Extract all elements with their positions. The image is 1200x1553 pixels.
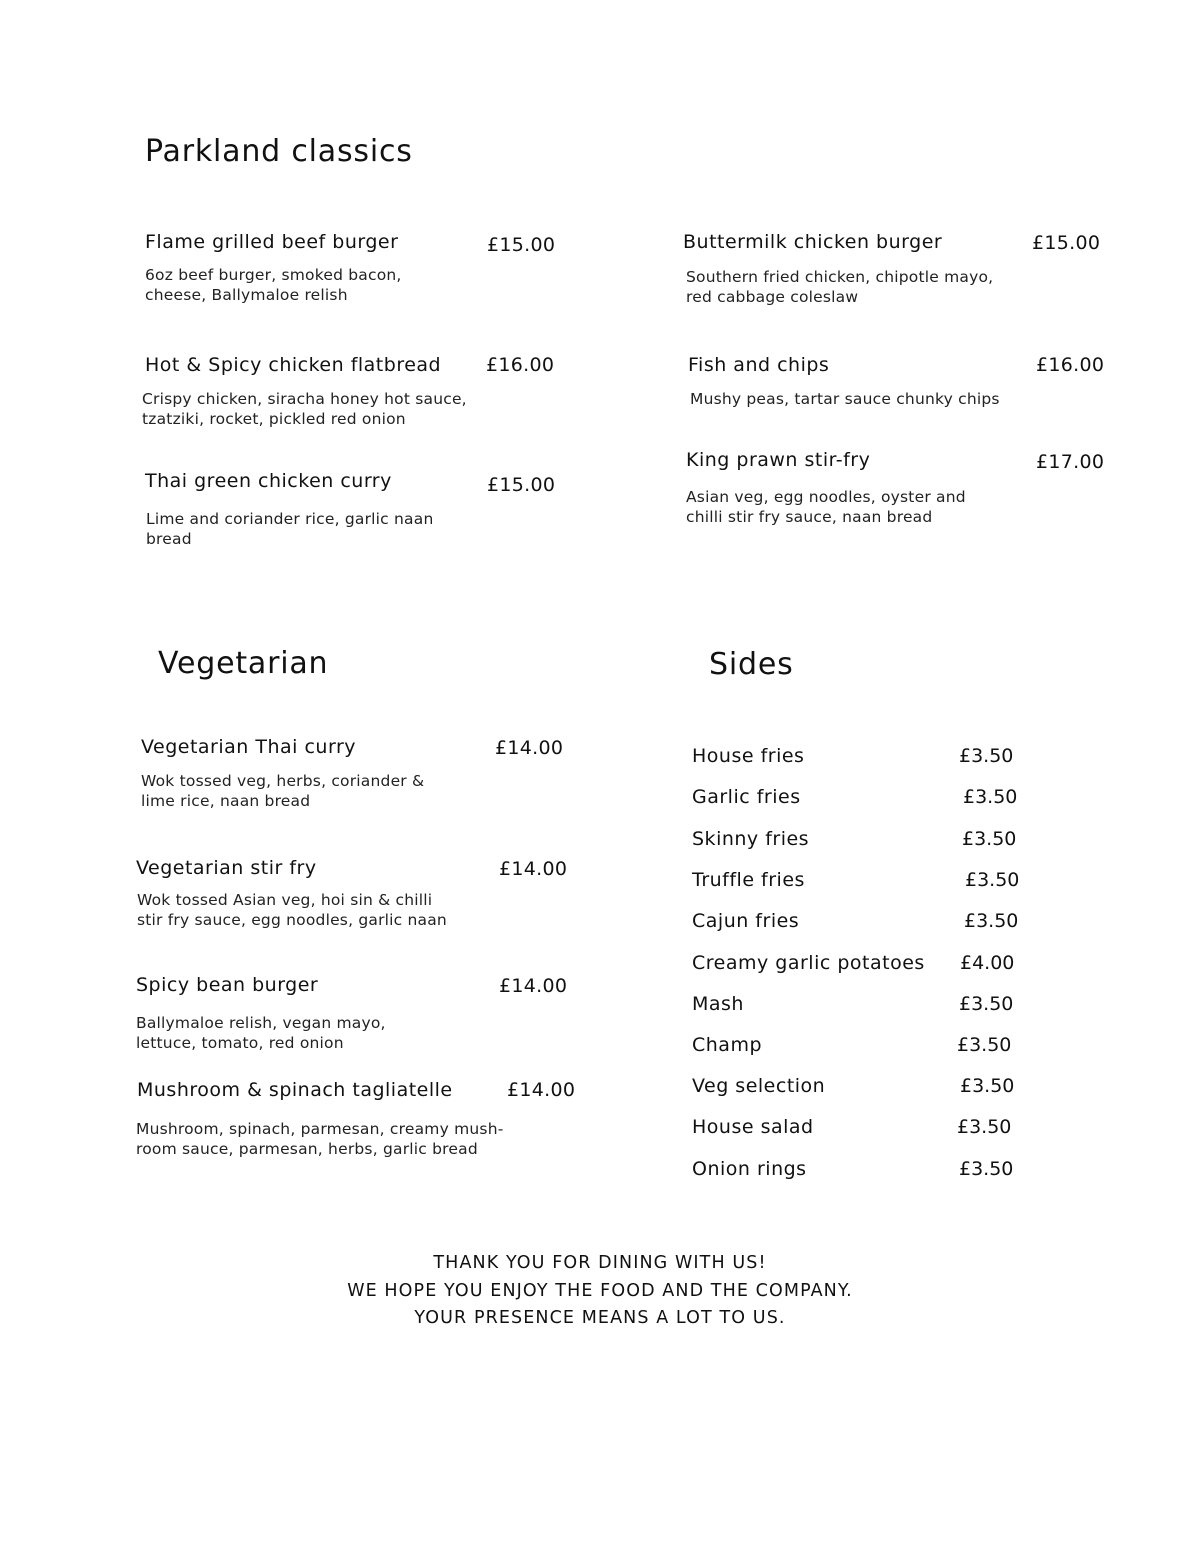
side-price: £3.50 xyxy=(964,910,1019,932)
side-price: £3.50 xyxy=(959,993,1014,1015)
side-name: Mash xyxy=(692,993,744,1015)
footer-line: WE HOPE YOU ENJOY THE FOOD AND THE COMPANY. xyxy=(347,1280,853,1301)
item-name: Vegetarian Thai curry xyxy=(141,736,357,758)
item-description: Wok tossed Asian veg, hoi sin & chilli stir fry sauce, egg noodles, garlic naan xyxy=(137,891,447,929)
item-price: £14.00 xyxy=(495,737,564,759)
item-name: Fish and chips xyxy=(688,354,830,376)
footer-message xyxy=(0,1250,1200,1333)
side-name: Onion rings xyxy=(692,1158,807,1180)
side-price: £3.50 xyxy=(957,1034,1012,1056)
item-price: £15.00 xyxy=(1032,232,1101,254)
item-description: Asian veg, egg noodles, oyster and chilli stir fry sauce, naan bread xyxy=(686,488,966,526)
item-description: Mushroom, spinach, parmesan, creamy mush- room sauce, parmesan, herbs, garlic bread xyxy=(136,1120,504,1158)
item-name: Thai green chicken curry xyxy=(145,470,392,492)
side-name: Garlic fries xyxy=(692,786,801,808)
side-price: £3.50 xyxy=(960,1075,1015,1097)
section-title-classics: Parkland classics xyxy=(145,134,413,169)
side-price: £3.50 xyxy=(959,1158,1014,1180)
item-price: £15.00 xyxy=(487,234,556,256)
footer-line: YOUR PRESENCE MEANS A LOT TO US. xyxy=(414,1308,786,1328)
side-name: Champ xyxy=(692,1034,763,1056)
item-description: 6oz beef burger, smoked bacon, cheese, Ballymaloe relish xyxy=(145,266,402,304)
side-price: £3.50 xyxy=(963,786,1018,808)
side-name: Truffle fries xyxy=(692,869,805,891)
side-name: Creamy garlic potatoes xyxy=(692,952,925,974)
item-price: £16.00 xyxy=(486,354,555,376)
side-name: House salad xyxy=(692,1116,814,1138)
item-price: £14.00 xyxy=(507,1079,576,1101)
item-name: Buttermilk chicken burger xyxy=(683,231,943,253)
side-name: House fries xyxy=(692,745,805,767)
item-name: Vegetarian stir fry xyxy=(136,857,317,879)
side-name: Skinny fries xyxy=(692,828,810,850)
item-description: Wok tossed veg, herbs, coriander & lime rice, naan bread xyxy=(141,772,425,810)
item-name: King prawn stir-fry xyxy=(686,449,871,471)
item-name: Flame grilled beef burger xyxy=(145,231,399,253)
item-price: £17.00 xyxy=(1036,451,1105,473)
side-name: Veg selection xyxy=(692,1075,826,1097)
footer-line: THANK YOU FOR DINING WITH US! xyxy=(433,1253,767,1273)
item-price: £15.00 xyxy=(487,474,556,496)
item-description: Southern fried chicken, chipotle mayo, red cabbage coleslaw xyxy=(686,268,994,306)
item-price: £14.00 xyxy=(499,858,568,880)
side-price: £3.50 xyxy=(959,745,1014,767)
side-price: £4.00 xyxy=(960,952,1015,974)
section-title-sides: Sides xyxy=(709,647,794,682)
item-description: Ballymaloe relish, vegan mayo, lettuce, tomato, red onion xyxy=(136,1014,386,1052)
item-price: £16.00 xyxy=(1036,354,1105,376)
side-price: £3.50 xyxy=(965,869,1020,891)
section-title-vegetarian: Vegetarian xyxy=(158,646,329,681)
side-price: £3.50 xyxy=(957,1116,1012,1138)
item-name: Mushroom & spinach tagliatelle xyxy=(137,1079,453,1101)
item-price: £14.00 xyxy=(499,975,568,997)
item-name: Spicy bean burger xyxy=(136,974,319,996)
item-description: Crispy chicken, siracha honey hot sauce, tzatziki, rocket, pickled red onion xyxy=(142,390,467,428)
item-name: Hot & Spicy chicken flatbread xyxy=(145,354,442,376)
item-description: Mushy peas, tartar sauce chunky chips xyxy=(690,390,1000,408)
side-name: Cajun fries xyxy=(692,910,800,932)
side-price: £3.50 xyxy=(962,828,1017,850)
item-description: Lime and coriander rice, garlic naan bread xyxy=(146,510,434,548)
